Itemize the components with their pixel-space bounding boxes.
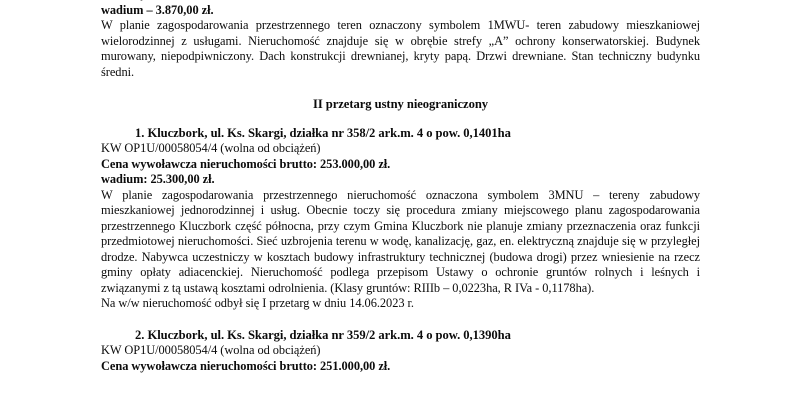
- lot0-wadium-value: – 3.870,00 zł.: [143, 2, 214, 17]
- lot1-wadium: [101, 172, 700, 188]
- lot0-description: W planie zagospodarowania przestrzennego teren oznaczony symbolem 1MWU- teren zabudowy mieszkaniowej wielorodzinnej z usługami. Nieruchomość znajduje się w obrębie strefy „A” ochrony konserwatorskiej. Budynek murowany, niepodpiwniczony. Dach konstrukcji drewnianej, kryty papą. Drzwi drewniane. Stan techniczny budynku średni.: [101, 18, 700, 79]
- spacer: [101, 312, 700, 328]
- lot0-price-text: [101, 0, 383, 1]
- lot1-prior-auction: Na w/w nieruchomość odbył się I przetarg w dniu 14.06.2023 r.: [101, 296, 414, 310]
- lot0-wadium-label: wadium: [101, 2, 144, 17]
- document-body: [101, 0, 700, 374]
- lot2-price: [101, 359, 700, 375]
- lot0-wadium-line: [101, 3, 700, 19]
- lot1-price-text: Cena wywoławcza nieruchomości brutto: 253.000,00 zł.: [101, 156, 391, 171]
- lot1-wadium-text: wadium: 25.300,00 zł.: [101, 172, 215, 186]
- spacer: [101, 80, 700, 97]
- lot1-kw: KW OP1U/00058054/4 (wolna od obciążeń): [101, 141, 321, 155]
- lot2-price-text: Cena wywoławcza nieruchomości brutto: 251.000,00 zł.: [101, 358, 391, 373]
- lot1-title: 1. Kluczbork, ul. Ks. Skargi, działka nr 358/2 ark.m. 4 o pow. 0,1401ha: [135, 125, 511, 140]
- spacer: [101, 113, 700, 126]
- lot2-kw: KW OP1U/00058054/4 (wolna od obciążeń): [101, 343, 321, 357]
- section-heading: II przetarg ustny nieograniczony: [312, 97, 489, 111]
- lot1-price: [101, 157, 700, 173]
- lot1-description: W planie zagospodarowania przestrzennego nieruchomość oznaczona symbolem 3MNU – tereny zabudowy mieszkaniowej jednorodzinnej i usług. Obecnie toczy się procedura zmiany miejscowego planu zagospodarowania przestrzennego Kluczbork część północna, przy czym Gmina Kluczbork nie planuje zmiany przeznaczenia oraz funkcji przedmiotowej nieruchomości. Sieć uzbrojenia terenu w wodę, kanalizację, gaz, en. elektryczną znajduje się w przyległej drodze. Nabywca uczestniczy w kosztach budowy infrastruktury technicznej (budowa drogi) przez wniesienie na rzecz gminy opłaty adiacenckiej. Nieruchomość podlega przepisom Ustawy o ochronie gruntów rolnych i leśnych i związanymi z tą ustawą kosztami odrolnienia. (Klasy gruntów: RIIIb – 0,0223ha, R IVa - 0,1178ha).: [101, 187, 700, 295]
- lot2-title: 2. Kluczbork, ul. Ks. Skargi, działka nr 359/2 ark.m. 4 o pow. 0,1390ha: [135, 327, 511, 342]
